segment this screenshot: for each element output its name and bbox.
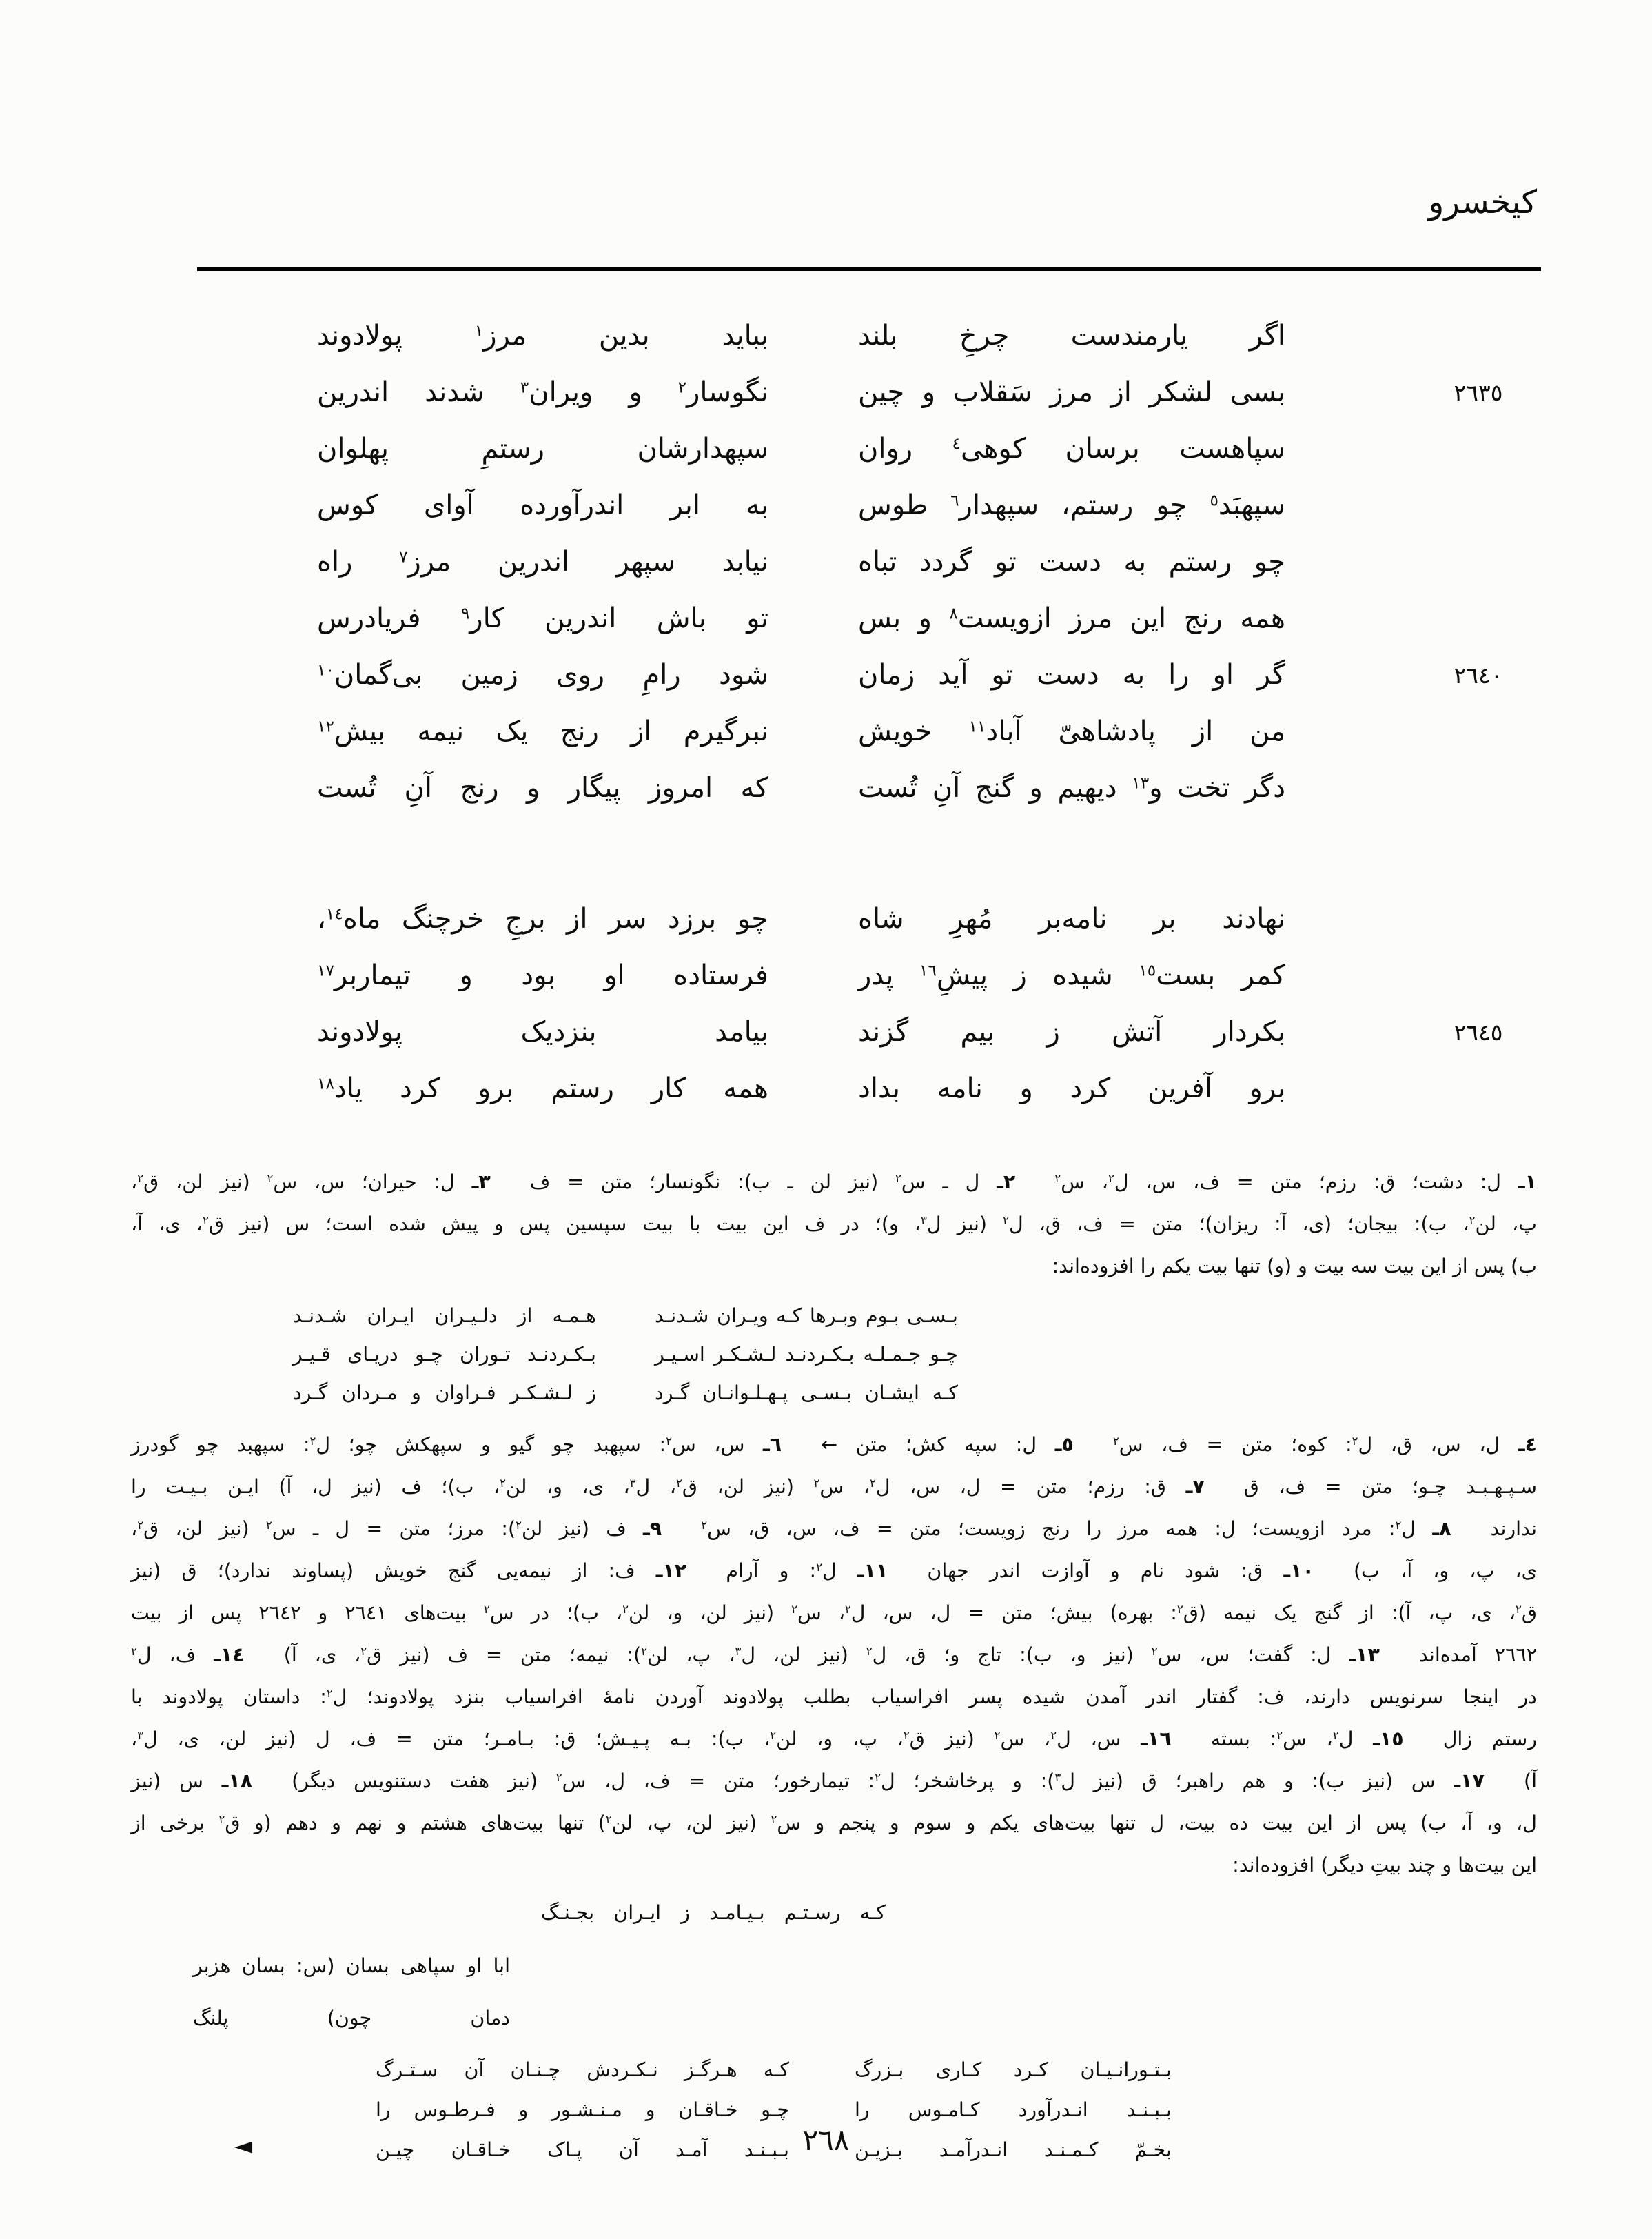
footnote-line: ب) پس از این بیت سه بیت و (و) تنها بیت یکم را افزوده‌اند: [1052, 1255, 1537, 1277]
verse-number: ٢٦٣٥ [1454, 378, 1503, 406]
hemistich-left: چو برزد سر از برجِ خرچنگ ماه$^{١٤}$، [317, 903, 768, 935]
footnote-line: ٤ـ ل، س، ق، ل$^٢$: کوه؛ متن = ف، س$^٢$ ٥ـ ل: سپه کش؛ متن ← ٦ـ س، س$^٢$: سپهبد چو گیو و سپهکش چو؛ ل$^٢$: سپهبد چو گودرز [131, 1433, 1537, 1456]
footnote-quote-row [131, 2050, 1537, 2090]
verse-row [317, 307, 1537, 364]
verse-group-2 [317, 891, 1537, 1117]
verse-row [317, 760, 1537, 816]
footnote-line: ١ـ ل: دشت؛ ق: رزم؛ متن = ف، س، ل$^٢$، س$^٢$ ٢ـ ل ـ س$^٢$ (نیز لن ـ ب): نگونسار؛ متن = ف ٣ـ ل: حیران؛ س، س$^٢$ (نیز لن، ق$^٢$، [131, 1171, 1537, 1193]
verse-row [317, 947, 1537, 1004]
hemistich-right: همه رنج این مرز ازویست$^٨$ و بس [858, 602, 1286, 634]
hemistich-left: بباید بدین مرز$^١$ پولادوند [317, 320, 768, 352]
hemistich-right: نهادند بر نامه‌بر مُهرِ شاه [858, 903, 1285, 935]
hemistich-right: برو آفرین کرد و نامه بداد [858, 1073, 1285, 1104]
header-rule [197, 267, 1541, 271]
hemistich-left: به ابر اندرآورده آوای کوس [317, 489, 768, 521]
hemistich-left: نگوسار$^٢$ و ویران$^٣$ شدند اندرین [317, 376, 768, 408]
footnote-line: پ، لن$^٢$، ب): بیجان؛ (ی، آ: ریزان)؛ متن = ف، ق، ل$^٢$ (نیز ل$^٣$، و)؛ در ف این بیت با بیت سپسین پس و پیش شده است؛ س (نیز ق$^٢$، ی، آ، [131, 1213, 1537, 1235]
continuation-arrow-icon: ◄ [234, 2132, 253, 2160]
hemistich-left: نبرگیرم از رنج یک نیمه بیش$^{١٢}$ [317, 716, 768, 747]
footnote-line: در اینجا سرنویس دارند، ف: گفتار اندر آمدن شیده پسر افراسیاب بطلب پولادوند آوردن نامهٔ افراسیاب بنزد پولادوند؛ ل$^٢$: داستان پولادوند با [131, 1685, 1537, 1708]
verse-row [317, 1060, 1537, 1117]
verse-row [317, 534, 1537, 590]
footnote-line: رستم زال ١٥ـ ل$^٢$، س$^٢$: بسته ١٦ـ س، ل$^٢$، س$^٢$ (نیز ق$^٢$، پ، و، لن$^٢$، ب): بـه پـیـش؛ ق: بـامـر؛ متن = ف، ل (نیز لن، ی، ل$^٣$، [131, 1728, 1537, 1750]
verse-row [317, 1004, 1537, 1060]
footnote-quote-block-1 [131, 1297, 1537, 1412]
footnote-line: ندارند ٨ـ ل$^٢$: مرد ازویست؛ ل: همه مرز را رنج زویست؛ متن = ف، س، ق، س$^٢$ ٩ـ ف (نیز لن$^٢$): مرز؛ متن = ل ـ س$^٢$ (نیز لن، ق$^٢$، [131, 1517, 1537, 1540]
quote-hemistich-left: چـو خـاقـان و مـنـشـور و فـرطـوس را [376, 2098, 789, 2121]
verse-row [317, 891, 1537, 947]
verse-row [317, 477, 1537, 534]
quote-hemistich-right: بـتـورانـیـان کـرد کـاری بـزرگ [855, 2058, 1172, 2081]
verse-row [317, 647, 1537, 703]
footnote-line: ی، پ، و، آ، ب) ١٠ـ ق: شود نام و آوازت اندر جهان ١١ـ ل$^٢$: و آرام ١٢ـ ف: از نیمه‌یی گنج خویش (پساوند ندارد)؛ ق (نیز [131, 1559, 1537, 1582]
footnote-block [131, 1161, 1537, 2170]
quote-hemistich-right: بـسـی بـوم وبـرها کـه ویـران شـدنـد [655, 1304, 958, 1327]
quote-hemistich-right: چـو جـمـلـه بـکـردنـد لـشـکـر اسـیـر [655, 1343, 958, 1366]
hemistich-left: شود رامِ روی زمین بی‌گمان$^{١٠}$ [317, 659, 768, 691]
verse-number: ٢٦٤٠ [1454, 661, 1503, 689]
verse-number: ٢٦٤٥ [1454, 1018, 1503, 1046]
hemistich-left: که امروز پیگار و رنج آنِ تُست [317, 772, 768, 804]
footnote-line: ق$^٢$، ی، پ، آ): از گنج یک نیمه (ق$^٢$: بهره) بیش؛ متن = ل، س، ل$^٢$، س$^٢$ (نیز لن، و، لن$^٢$، ب)؛ در س$^٢$ بیت‌های ٢٦٤١ و ٢٦٤٢ پس از بیت [131, 1601, 1537, 1624]
footnote-line: ل، و، آ، ب) پس از این بیت ده بیت، ل تنها بیت‌های یکم و سوم و پنجم و س$^٢$ (نیز لن، پ، لن$^٢$) تنها بیت‌های هشتم و نهم و دهم (و ق$^٢$ برخی از [131, 1812, 1537, 1834]
footnote-line: این بیت‌ها و چند بیتِ دیگر) افزوده‌اند: [1232, 1854, 1537, 1876]
verse-group-1 [317, 307, 1537, 816]
hemistich-right: سپاهست برسان کوهی$^٤$ روان [858, 433, 1285, 465]
hemistich-left: بیامد بنزدیک پولادوند [317, 1016, 768, 1048]
hemistich-left: نیابد سپهر اندرین مرز$^٧$ راه [317, 546, 768, 578]
hemistich-right: بکردار آتش ز بیم گزند [858, 1016, 1285, 1048]
verse-row [317, 364, 1537, 421]
added-verse-hemistich-1: کـه رسـتـم بـیـامـد ز ایـران بجـنـگ [541, 1901, 886, 1924]
hemistich-left: فرستاده او بود و تیماربر$^{١٧}$ [317, 960, 768, 991]
hemistich-right: گر او را به دست تو آید زمان [858, 659, 1285, 691]
hemistich-right: چو رستم به دست تو گردد تباه [858, 546, 1285, 578]
hemistich-left: تو باش اندرین کار$^٩$ فریادرس [317, 602, 768, 634]
verse-row [317, 703, 1537, 760]
quote-hemistich-left: بـکـردنـد تـوران چـو دریـای قـیـر [293, 1343, 596, 1366]
hemistich-right: اگر یارمندست چرخِ بلند [858, 320, 1285, 352]
footnote-line: ٢٦٦٢ آمده‌اند ١٣ـ ل: گفت؛ س، س$^٢$ (نیز و، ب): تاج و؛ ق، ل$^٢$ (نیز لن، ل$^٣$، پ، لن$^٢$): نیمه؛ متن = ف (نیز ق$^٢$، ی، آ) ١٤ـ ف، ل$^٢$ [131, 1643, 1537, 1666]
quote-hemistich-left: هـمـه از دلـیـران ایـران شـدنـد [293, 1304, 596, 1327]
quote-hemistich-left: ز لـشـکـر فـراوان و مـردان گـرد [293, 1381, 596, 1404]
hemistich-right: دگر تخت و$^{١٣}$ دیهیم و گنج آنِ تُست [858, 772, 1286, 804]
hemistich-left: سپهدارشان رستمِ پهلوان [317, 433, 768, 465]
quote-hemistich-right: بخـمّ کـمـنـد انـدرآمـد بـزیـن [855, 2138, 1172, 2161]
page-header: کیخسرو [1428, 183, 1537, 221]
footnote-quote-row [131, 1297, 1537, 1335]
quote-hemistich-right: بـبـنـد انـدرآورد کـامـوس را [855, 2098, 1172, 2121]
footnote-line: آ) ١٧ـ س (نیز ب): و هم راهبر؛ ق (نیز ل$^٣$): و پرخاشخر؛ ل$^٢$: تیمارخور؛ متن = ف، ل، س$^٢$ (نیز هفت دستنویس دیگر) ١٨ـ س (نیز [131, 1770, 1537, 1792]
verse-row [317, 421, 1537, 477]
hemistich-right: کمر بست$^{١٥}$ شیده ز پیشِ$^{١٦}$ پدر [858, 960, 1286, 991]
page-number: ٢٦٨ [802, 2123, 850, 2157]
quote-hemistich-left: کـه هـرگـز نـکـردش چـنـان آن سـتـرگ [376, 2058, 789, 2081]
quote-hemistich-left: بـبـنـد آمـد آن پـاک خـاقـان چیـن [376, 2138, 789, 2161]
hemistich-right: سپهبَد$^٥$ چو رستم، سپهدار$^٦$ طوس [858, 489, 1285, 521]
hemistich-left: همه کار رستم برو کرد یاد$^{١٨}$ [317, 1073, 768, 1104]
footnote-line: سـپـهـبـد چـو؛ متن = ف، ق ٧ـ ق: رزم؛ متن = ل، س، ل$^٢$، س$^٢$ (نیز لن، ق$^٢$، ل$^٣$، ی، و، لن$^٢$، ب)؛ ف (نیز ل، آ) ایـن بـیـت را [131, 1475, 1538, 1498]
footnote-quote-row [131, 1335, 1537, 1374]
verse-row [317, 590, 1537, 647]
hemistich-right: من از پادشاهیّ آباد$^{١١}$ خویش [858, 716, 1285, 747]
hemistich-right: بسی لشکر از مرز سَقلاب و چین [858, 376, 1285, 408]
footnote-quote-row [131, 1374, 1537, 1412]
added-verse-hemistich-2: ابا او سپاهی بسان (س: بسان هزبر دمان چون) پلنگ [193, 1954, 510, 2029]
quote-hemistich-right: کـه ایشـان بـسـی پـهـلـوانـان گـرد [655, 1381, 958, 1404]
